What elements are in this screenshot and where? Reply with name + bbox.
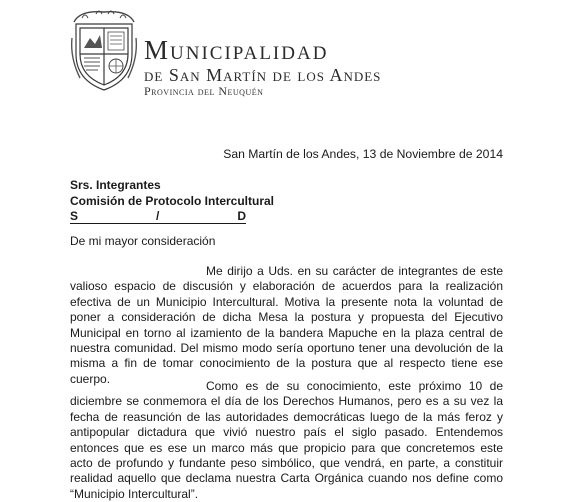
salutation: De mi mayor consideración xyxy=(70,234,216,248)
letterhead xyxy=(70,8,550,118)
sd-slash: / xyxy=(156,209,160,223)
addressee-block xyxy=(70,177,274,224)
organization-subname: de San Martín de los Andes xyxy=(144,65,382,85)
letter-date: San Martín de los Andes, 13 de Noviembre de 2014 xyxy=(223,147,503,161)
municipal-seal-icon xyxy=(70,8,138,94)
sd-d: D xyxy=(237,209,246,223)
addressee-line-1: Srs. Integrantes xyxy=(70,178,161,192)
sd-s: S xyxy=(70,209,79,223)
organization-name: Municipalidad xyxy=(144,35,329,65)
addressee-line-2: Comisión de Protocolo Intercultural xyxy=(70,194,275,208)
sd-line xyxy=(70,209,246,224)
body-paragraph-1: Me dirijo a Uds. en su carácter de integrantes de este valioso espacio de discusión y elaboración de acuerdos para la realización efectiva de un Municipio Intercultural. Motiva la presente nota la voluntad de poner a consideración de dicha Mesa la postura y propuesta del Ejecutivo Municipal en torno al izamiento de la bandera Mapuche en la plaza central de nuestra comunidad. Del mismo modo sería oportuno tener una devolución de la misma a fin de tomar conocimiento de la postura que al respecto tiene ese cuerpo. xyxy=(70,264,503,386)
body-paragraph-2: Como es de su conocimiento, este próximo 10 de diciembre se conmemora el día de los Derechos Humanos, pero es a su vez la fecha de reasunción de las autoridades democráticas luego de la más feroz y antipopular dictadura que vivió nuestro país el siglo pasado. Entendemos entonces que es ese un marco más que propicio para que concretemos este acto de profundo y fundante peso simbólico, que vendrá, en parte, a constituir realidad aquello que declama nuestra Carta Orgánica cuando nos define como “Municipio Intercultural”. xyxy=(70,379,503,501)
province-name: Provincia del Neuquén xyxy=(144,84,264,98)
